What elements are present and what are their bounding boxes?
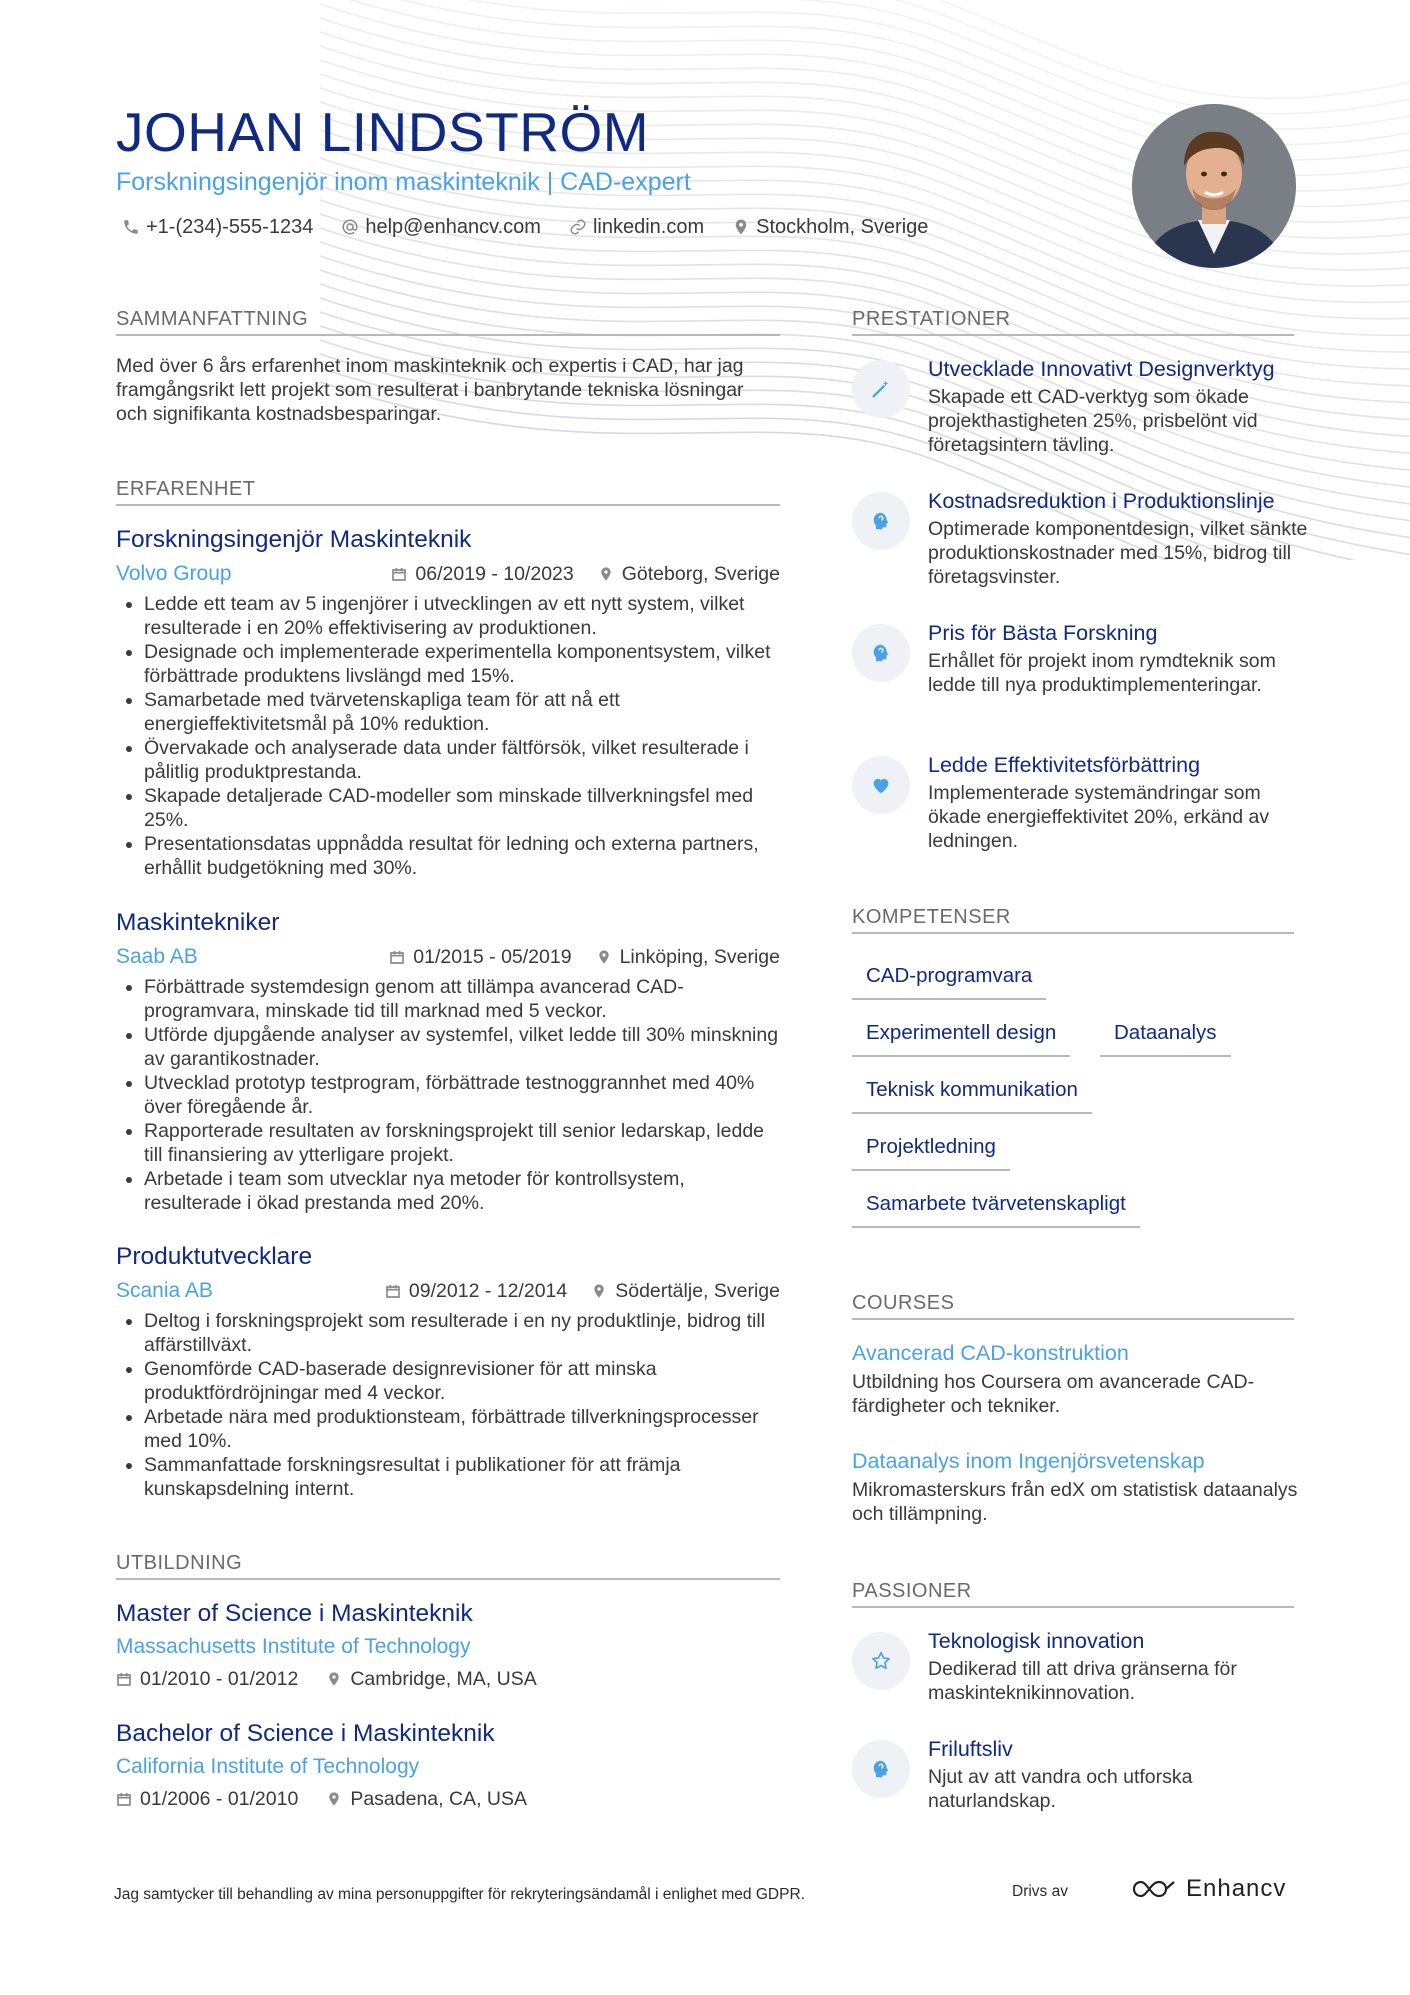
achievements-heading: PRESTATIONER [852, 308, 1011, 330]
job-location [598, 563, 780, 586]
education-divider [116, 1578, 780, 1580]
course-description: Utbildning hos Coursera om avancerade CAD-färdigheter och tekniker. [852, 1371, 1255, 1417]
achievement-item [852, 618, 1302, 728]
location-pin-icon [598, 566, 614, 582]
education-dates-text: 01/2006 - 01/2010 [140, 1788, 299, 1810]
school-name: Massachusetts Institute of Technology [116, 1635, 471, 1658]
linkedin-text: linkedin.com [592, 216, 705, 238]
star-icon [870, 1650, 892, 1672]
passion-item [852, 1626, 1302, 1716]
job-entry-volvo [116, 524, 780, 880]
job-meta [116, 943, 780, 971]
job-bullet: • Arbetade nära med produktionsteam, förbättrade tillverkningsprocesser med 10%. [144, 1405, 780, 1453]
job-title: Maskintekniker [116, 909, 280, 936]
job-meta [116, 1277, 780, 1305]
summary-text: Med över 6 års erfarenhet inom maskinteknik och expertis i CAD, har jag framgångsrikt lett projekt som resulterat i banbrytande tekniska lösningar och signifikanta kostnadsbesparingar. [116, 355, 744, 425]
job-location-text: Södertälje, Sverige [615, 1279, 780, 1302]
job-bullet: • Arbetade i team som utvecklar nya metoder för kontrollsystem, resulterade i ökad prestanda med 20%. [144, 1167, 780, 1215]
job-location [591, 1280, 780, 1303]
job-bullets [116, 1309, 780, 1501]
achievement-description: Optimerade komponentdesign, vilket sänkte produktionskostnader med 15%, bidrog till företagsvinster. [928, 518, 1308, 588]
passion-item [852, 1734, 1302, 1824]
job-bullets [116, 592, 780, 880]
candidate-name: JOHAN LINDSTRÖM [116, 101, 650, 163]
job-bullet: • Skapade detaljerade CAD-modeller som minskade tillverkningsfel med 25%. [144, 784, 780, 832]
job-dates [391, 563, 573, 586]
skills-divider [852, 932, 1294, 934]
achievement-title: Utvecklade Innovativt Designverktyg [928, 357, 1275, 381]
candidate-title: Forskningsingenjör inom maskinteknik | CAD-expert [116, 168, 691, 196]
passion-title: Friluftsliv [928, 1737, 1013, 1761]
achievement-title: Ledde Effektivitetsförbättring [928, 753, 1201, 777]
location-pin-icon [732, 218, 750, 236]
location-text: Stockholm, Sverige [756, 216, 929, 238]
courses-heading: COURSES [852, 1292, 955, 1314]
heart-icon [870, 774, 892, 796]
achievement-item [852, 486, 1308, 596]
passion-title: Teknologisk innovation [928, 1629, 1145, 1653]
achievement-item [852, 750, 1302, 860]
job-location-text: Linköping, Sverige [619, 945, 780, 968]
calendar-icon [385, 1283, 401, 1299]
experience-divider [116, 504, 780, 506]
skill-tag: Dataanalys [1100, 1019, 1231, 1057]
job-title: Forskningsingenjör Maskinteknik [116, 526, 472, 553]
experience-heading: ERFARENHET [116, 478, 256, 500]
linkedin-contact[interactable] [569, 214, 704, 240]
degree-title: Bachelor of Science i Maskinteknik [116, 1720, 495, 1747]
degree-title: Master of Science i Maskinteknik [116, 1600, 473, 1627]
course-description: Mikromasterskurs från edX om statistisk dataanalys och tillämpning. [852, 1479, 1298, 1525]
location-pin-icon [591, 1283, 607, 1299]
location-pin-icon [326, 1791, 342, 1807]
passion-description: Njut av att vandra och utforska naturlandskap. [928, 1766, 1193, 1812]
job-title: Produktutvecklare [116, 1243, 313, 1270]
job-bullet: • Förbättrade systemdesign genom att tillämpa avancerad CAD-programvara, minskade tid till marknad med 5 veckor. [144, 975, 780, 1023]
email-text: help@enhancv.com [365, 216, 541, 238]
phone-contact[interactable] [122, 214, 313, 240]
education-location [326, 1786, 527, 1812]
education-dates [116, 1786, 298, 1812]
achievement-description: Skapade ett CAD-verktyg som ökade projekthastigheten 25%, prisbelönt vid företagsintern tävling. [928, 386, 1258, 456]
course-item [852, 1338, 1302, 1418]
job-bullet: • Designade och implementerade experimentella komponentsystem, vilket förbättrade produktens livslängd med 15%. [144, 640, 780, 688]
company-name: Scania AB [116, 1279, 213, 1302]
skill-tag: Teknisk kommunikation [852, 1076, 1092, 1114]
education-heading: UTBILDNING [116, 1552, 243, 1574]
job-dates [389, 946, 571, 969]
calendar-icon [116, 1671, 132, 1687]
education-location-text: Pasadena, CA, USA [350, 1788, 527, 1810]
education-dates [116, 1666, 298, 1692]
avatar [1132, 104, 1296, 268]
phone-icon [122, 218, 140, 236]
job-bullet: • Deltog i forskningsprojekt som resulterade i en ny produktlinje, bidrog till affärstillväxt. [144, 1309, 780, 1357]
education-entry-caltech [116, 1718, 780, 1812]
achievement-description: Implementerade systemändringar som ökade energieffektivitet 20%, erkänd av ledningen. [928, 782, 1270, 852]
contact-bar [122, 214, 928, 240]
link-icon [569, 218, 587, 236]
job-bullet: • Utvecklad prototyp testprogram, förbättrade testnoggrannhet med 40% över föregående år. [144, 1071, 780, 1119]
courses-divider [852, 1318, 1294, 1320]
job-bullet: • Ledde ett team av 5 ingenjörer i utvecklingen av ett nytt system, vilket resulterade i en 20% effektivisering av produktionen. [144, 592, 780, 640]
job-location-text: Göteborg, Sverige [621, 562, 780, 585]
job-bullet: • Övervakade och analyserade data under fältförsök, vilket resulterade i pålitlig produktprestanda. [144, 736, 780, 784]
powered-by-label: Drivs av [1012, 1883, 1068, 1900]
location-contact [732, 214, 928, 240]
summary-divider [116, 334, 780, 336]
skills-heading: KOMPETENSER [852, 906, 1011, 928]
calendar-icon [389, 949, 405, 965]
job-bullet: • Samarbetade med tvärvetenskapliga team för att nå ett energieffektivitetsmål på 10% reduktion. [144, 688, 780, 736]
course-title: Dataanalys inom Ingenjörsvetenskap [852, 1449, 1205, 1473]
job-meta [116, 560, 780, 588]
magic-wand-icon [870, 378, 892, 400]
brain-icon [870, 642, 892, 664]
phone-text: +1-(234)-555-1234 [146, 216, 314, 238]
job-bullet: • Sammanfattade forskningsresultat i publikationer för att främja kunskapsdelning internt. [144, 1453, 780, 1501]
gdpr-consent: Jag samtycker till behandling av mina personuppgifter för rekryteringsändamål i enlighet med GDPR. [114, 1886, 805, 1903]
infinity-logo-icon [1130, 1877, 1178, 1901]
education-location [326, 1666, 536, 1692]
skill-tag: Experimentell design [852, 1019, 1070, 1057]
achievement-description: Erhållet för projekt inom rymdteknik som ledde till nya produktimplementeringar. [928, 650, 1276, 696]
brain-icon [870, 1758, 892, 1780]
location-pin-icon [326, 1671, 342, 1687]
education-dates-text: 01/2010 - 01/2012 [140, 1668, 299, 1690]
education-entry-mit [116, 1598, 780, 1692]
course-item [852, 1446, 1302, 1526]
enhancv-logo[interactable] [1130, 1874, 1286, 1904]
passion-description: Dedikerad till att driva gränserna för maskinteknikinnovation. [928, 1658, 1237, 1704]
at-icon [341, 218, 359, 236]
job-location [596, 946, 780, 969]
skill-tag: Projektledning [852, 1133, 1010, 1171]
education-location-text: Cambridge, MA, USA [350, 1668, 537, 1690]
email-contact[interactable] [341, 214, 541, 240]
achievement-item [852, 354, 1302, 464]
skill-tag: CAD-programvara [852, 962, 1046, 1000]
job-dates-text: 01/2015 - 05/2019 [413, 945, 572, 968]
calendar-icon [391, 566, 407, 582]
job-bullets [116, 975, 780, 1215]
job-bullet: • Presentationsdatas uppnådda resultat för ledning och externa partners, erhållit budgetökning med 30%. [144, 832, 780, 880]
passions-divider [852, 1606, 1294, 1608]
job-dates-text: 06/2019 - 10/2023 [415, 562, 574, 585]
achievement-title: Pris för Bästa Forskning [928, 621, 1158, 645]
achievement-title: Kostnadsreduktion i Produktionslinje [928, 489, 1275, 513]
company-name: Volvo Group [116, 562, 232, 585]
job-bullet: • Utförde djupgående analyser av systemfel, vilket ledde till 30% minskning av garantikostnader. [144, 1023, 780, 1071]
job-bullet: • Rapporterade resultaten av forskningsprojekt till senior ledarskap, ledde till finansiering av ytterligare projekt. [144, 1119, 780, 1167]
job-entry-saab [116, 907, 780, 1215]
job-bullet: • Genomförde CAD-baserade designrevisioner för att minska produktfördröjningar med 4 veckor. [144, 1357, 780, 1405]
company-name: Saab AB [116, 945, 198, 968]
brain-icon [870, 510, 892, 532]
achievements-divider [852, 334, 1294, 336]
job-entry-scania [116, 1241, 780, 1501]
passions-heading: PASSIONER [852, 1580, 972, 1602]
summary-heading: SAMMANFATTNING [116, 308, 309, 330]
brand-name: Enhancv [1186, 1875, 1287, 1902]
calendar-icon [116, 1791, 132, 1807]
job-dates-text: 09/2012 - 12/2014 [408, 1279, 568, 1302]
school-name: California Institute of Technology [116, 1755, 420, 1778]
skill-tag: Samarbete tvärvetenskapligt [852, 1190, 1140, 1228]
location-pin-icon [596, 949, 612, 965]
course-title: Avancerad CAD-konstruktion [852, 1341, 1129, 1365]
job-dates [385, 1280, 567, 1303]
